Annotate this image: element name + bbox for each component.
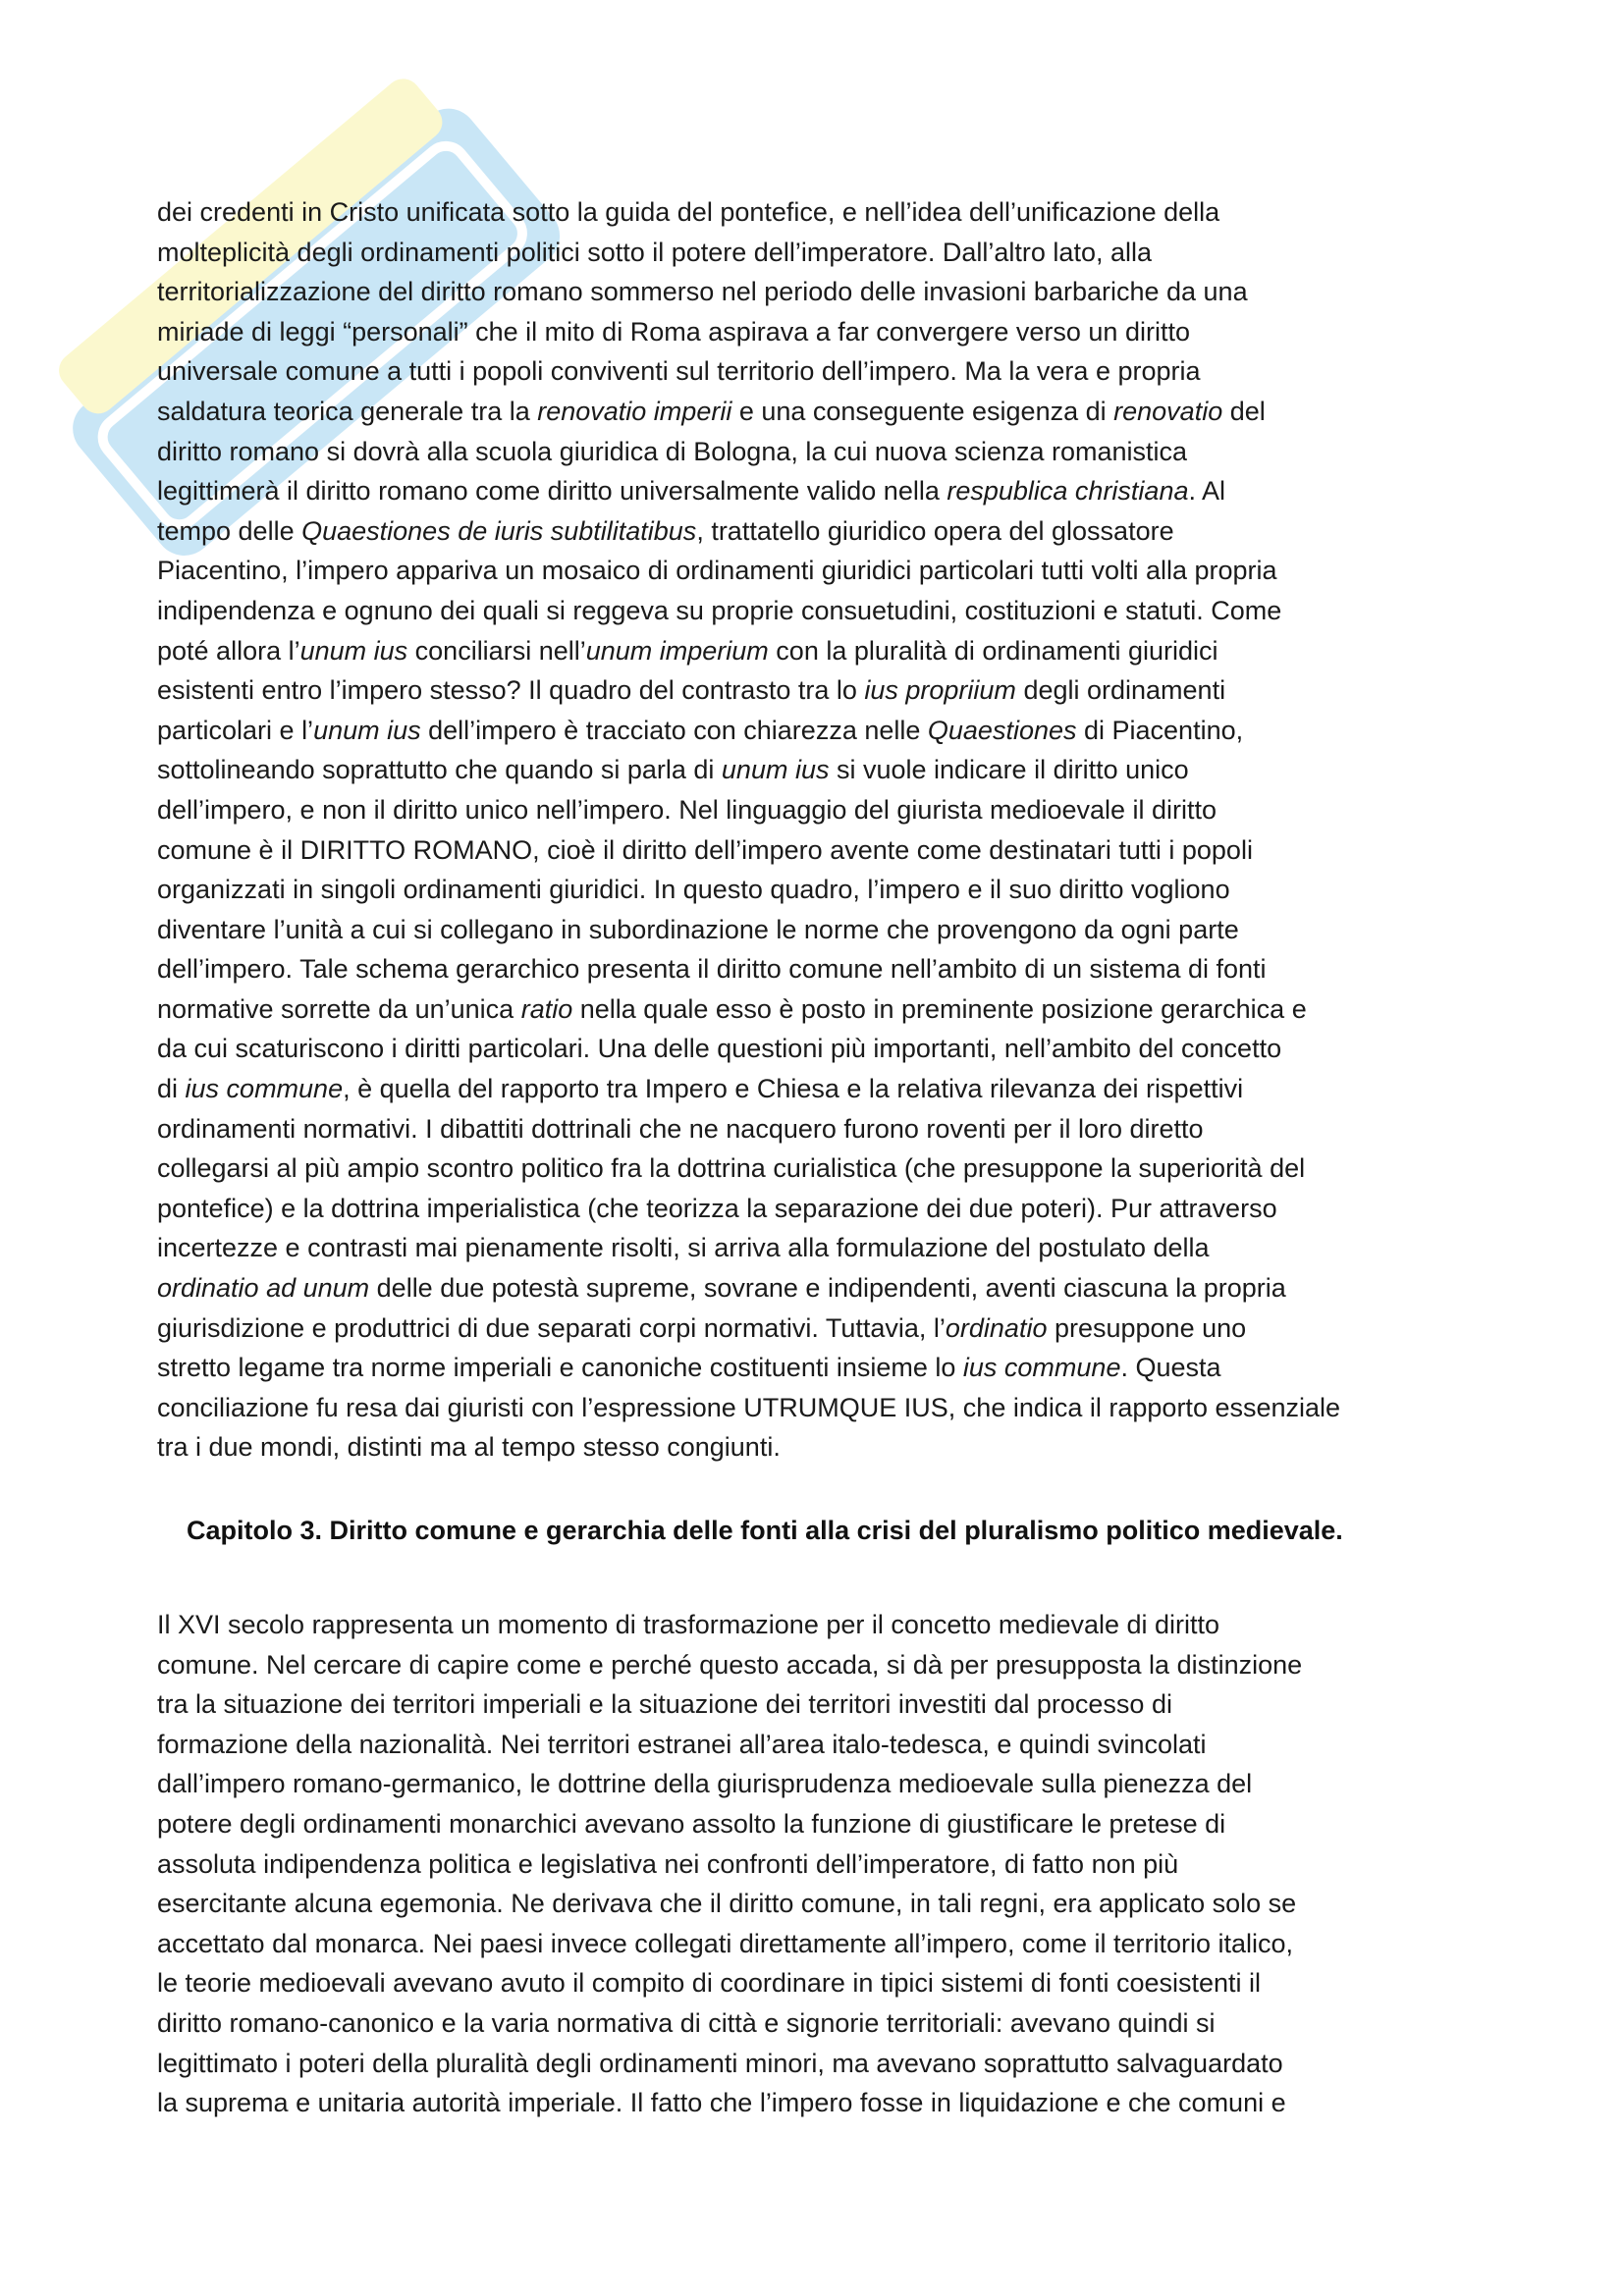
text-line: comune. Nel cercare di capire come e perché questo accada, si dà per presupposta la distinzione: [157, 1649, 1303, 1680]
text-line: indipendenza e ognuno dei quali si reggeva su proprie consuetudini, costituzioni e statuti. Come: [157, 595, 1282, 625]
italic-term: ius propriium: [864, 675, 1016, 706]
text-line: diritto romano-canonico e la varia normativa di città e signorie territoriali: avevano quindi si: [157, 2007, 1216, 2038]
body-paragraph: [157, 1605, 1483, 2123]
italic-term: ius commune: [962, 1353, 1121, 1383]
text-line: collegarsi al più ampio scontro politico fra la dottrina curialistica (che presuppone la superiorità del: [157, 1153, 1306, 1184]
text-line: dei credenti in Cristo unificata sotto la guida del pontefice, e nell’idea dell’unificazione della: [157, 197, 1220, 227]
italic-term: Quaestiones: [927, 715, 1077, 745]
text-line: Il XVI secolo rappresenta un momento di trasformazione per il concetto medievale di diritto: [157, 1610, 1220, 1639]
text-line: particolari e l’unum ius dell’impero è tracciato con chiarezza nelle Quaestiones di Piacentino,: [157, 715, 1244, 745]
text-line: la suprema e unitaria autorità imperiale. Il fatto che l’impero fosse in liquidazione e che comuni e: [157, 2088, 1286, 2118]
chapter-heading: Capitolo 3. Diritto comune e gerarchia delle fonti alla crisi del pluralismo politico medievale.: [187, 1516, 1343, 1545]
text-line: di ius commune, è quella del rapporto tra Impero e Chiesa e la relativa rilevanza dei rispettivi: [157, 1074, 1244, 1104]
italic-term: unum imperium: [585, 635, 769, 666]
text-line: dell’impero, e non il diritto unico nell’impero. Nel linguaggio del giurista medioevale il diritto: [157, 794, 1217, 825]
text-line: molteplicità degli ordinamenti politici sotto il potere dell’imperatore. Dall’altro lato, alla: [157, 237, 1152, 267]
text-line: pontefice) e la dottrina imperialistica (che teorizza la separazione dei due poteri). Pur attraverso: [157, 1193, 1277, 1223]
italic-term: renovatio imperii: [537, 396, 732, 426]
body-paragraph: [157, 192, 1483, 1468]
text-line: formazione della nazionalità. Nei territori estranei all’area italo-tedesca, e quindi svincolati: [157, 1729, 1207, 1759]
text-line: tra i due mondi, distinti ma al tempo stesso congiunti.: [157, 1432, 781, 1463]
text-line: ordinamenti normativi. I dibattiti dottrinali che ne nacquero furono roventi per il loro diretto: [157, 1113, 1204, 1144]
text-line: legittimerà il diritto romano come diritto universalmente valido nella respublica christiana. Al: [157, 476, 1226, 507]
text-line: ordinatio ad unum delle due potestà supreme, sovrane e indipendenti, aventi ciascuna la propria: [157, 1273, 1286, 1304]
italic-term: respublica christiana: [947, 476, 1189, 507]
text-line: accettato dal monarca. Nei paesi invece collegati direttamente all’impero, come il territorio italico,: [157, 1928, 1294, 1958]
italic-term: ordinatio ad unum: [157, 1273, 370, 1304]
italic-term: Quaestiones de iuris subtilitatibus: [301, 515, 697, 546]
text-line: dell’impero. Tale schema gerarchico presenta il diritto comune nell’ambito di un sistema di fonti: [157, 954, 1267, 985]
text-line: tempo delle Quaestiones de iuris subtilitatibus, trattatello giuridico opera del glossatore: [157, 515, 1174, 546]
italic-term: unum ius: [721, 755, 830, 785]
text-line: legittimato i poteri della pluralità degli ordinamenti minori, ma avevano soprattutto salvaguardato: [157, 2048, 1283, 2078]
text-line: territorializzazione del diritto romano sommerso nel periodo delle invasioni barbariche da una: [157, 277, 1248, 307]
text-line: universale comune a tutti i popoli conviventi sul territorio dell’impero. Ma la vera e propria: [157, 356, 1201, 387]
italic-term: ius commune: [185, 1074, 344, 1104]
text-line: assoluta indipendenza politica e legislativa nei confronti dell’imperatore, di fatto non più: [157, 1848, 1179, 1879]
text-line: organizzati in singoli ordinamenti giuridici. In questo quadro, l’impero e il suo diritto vogliono: [157, 875, 1230, 905]
text-line: da cui scaturiscono i diritti particolari. Una delle questioni più importanti, nell’ambito del concetto: [157, 1034, 1282, 1064]
text-line: saldatura teorica generale tra la renovatio imperii e una conseguente esigenza di renovatio del: [157, 396, 1266, 426]
text-line: conciliazione fu resa dai giuristi con l’espressione UTRUMQUE IUS, che indica il rapporto essenziale: [157, 1392, 1341, 1422]
text-line: poté allora l’unum ius conciliarsi nell’unum imperium con la pluralità di ordinamenti giuridici: [157, 635, 1218, 666]
text-line: sottolineando soprattutto che quando si parla di unum ius si vuole indicare il diritto unico: [157, 755, 1189, 785]
text-line: stretto legame tra norme imperiali e canoniche costituenti insieme lo ius commune. Questa: [157, 1353, 1221, 1383]
italic-term: unum ius: [313, 715, 421, 745]
text-line: miriade di leggi “personali” che il mito di Roma aspirava a far convergere verso un diritto: [157, 316, 1190, 347]
italic-term: renovatio: [1113, 396, 1223, 426]
text-line: dall’impero romano-germanico, le dottrine della giurisprudenza medioevale sulla pienezza del: [157, 1769, 1253, 1799]
text-line: potere degli ordinamenti monarchici avevano assolto la funzione di giustificare le pretese di: [157, 1808, 1226, 1839]
text-line: tra la situazione dei territori imperiali e la situazione dei territori investiti dal processo di: [157, 1689, 1172, 1720]
text-line: Piacentino, l’impero appariva un mosaico di ordinamenti giuridici particolari tutti volti alla propria: [157, 556, 1277, 586]
text-line: comune è il DIRITTO ROMANO, cioè il diritto dell’impero avente come destinatari tutti i popoli: [157, 834, 1253, 865]
text-line: normative sorrette da un’unica ratio nella quale esso è posto in preminente posizione gerarchica e: [157, 993, 1307, 1024]
italic-term: unum ius: [299, 635, 408, 666]
text-line: esistenti entro l’impero stesso? Il quadro del contrasto tra lo ius propriium degli ordinamenti: [157, 675, 1226, 706]
text-line: esercitante alcuna egemonia. Ne derivava che il diritto comune, in tali regni, era applicato solo se: [157, 1889, 1297, 1919]
text-line: diritto romano si dovrà alla scuola giuridica di Bologna, la cui nuova scienza romanistica: [157, 436, 1188, 466]
italic-term: ratio: [520, 993, 573, 1024]
italic-term: ordinatio: [945, 1312, 1048, 1343]
text-line: incertezze e contrasti mai pienamente risolti, si arriva alla formulazione del postulato della: [157, 1233, 1210, 1263]
text-line: giurisdizione e produttrici di due separati corpi normativi. Tuttavia, l’ordinatio presuppone uno: [157, 1312, 1247, 1343]
text-line: diventare l’unità a cui si collegano in subordinazione le norme che provengono da ogni parte: [157, 914, 1239, 944]
text-line: le teorie medioevali avevano avuto il compito di coordinare in tipici sistemi di fonti coesistenti il: [157, 1968, 1262, 1999]
